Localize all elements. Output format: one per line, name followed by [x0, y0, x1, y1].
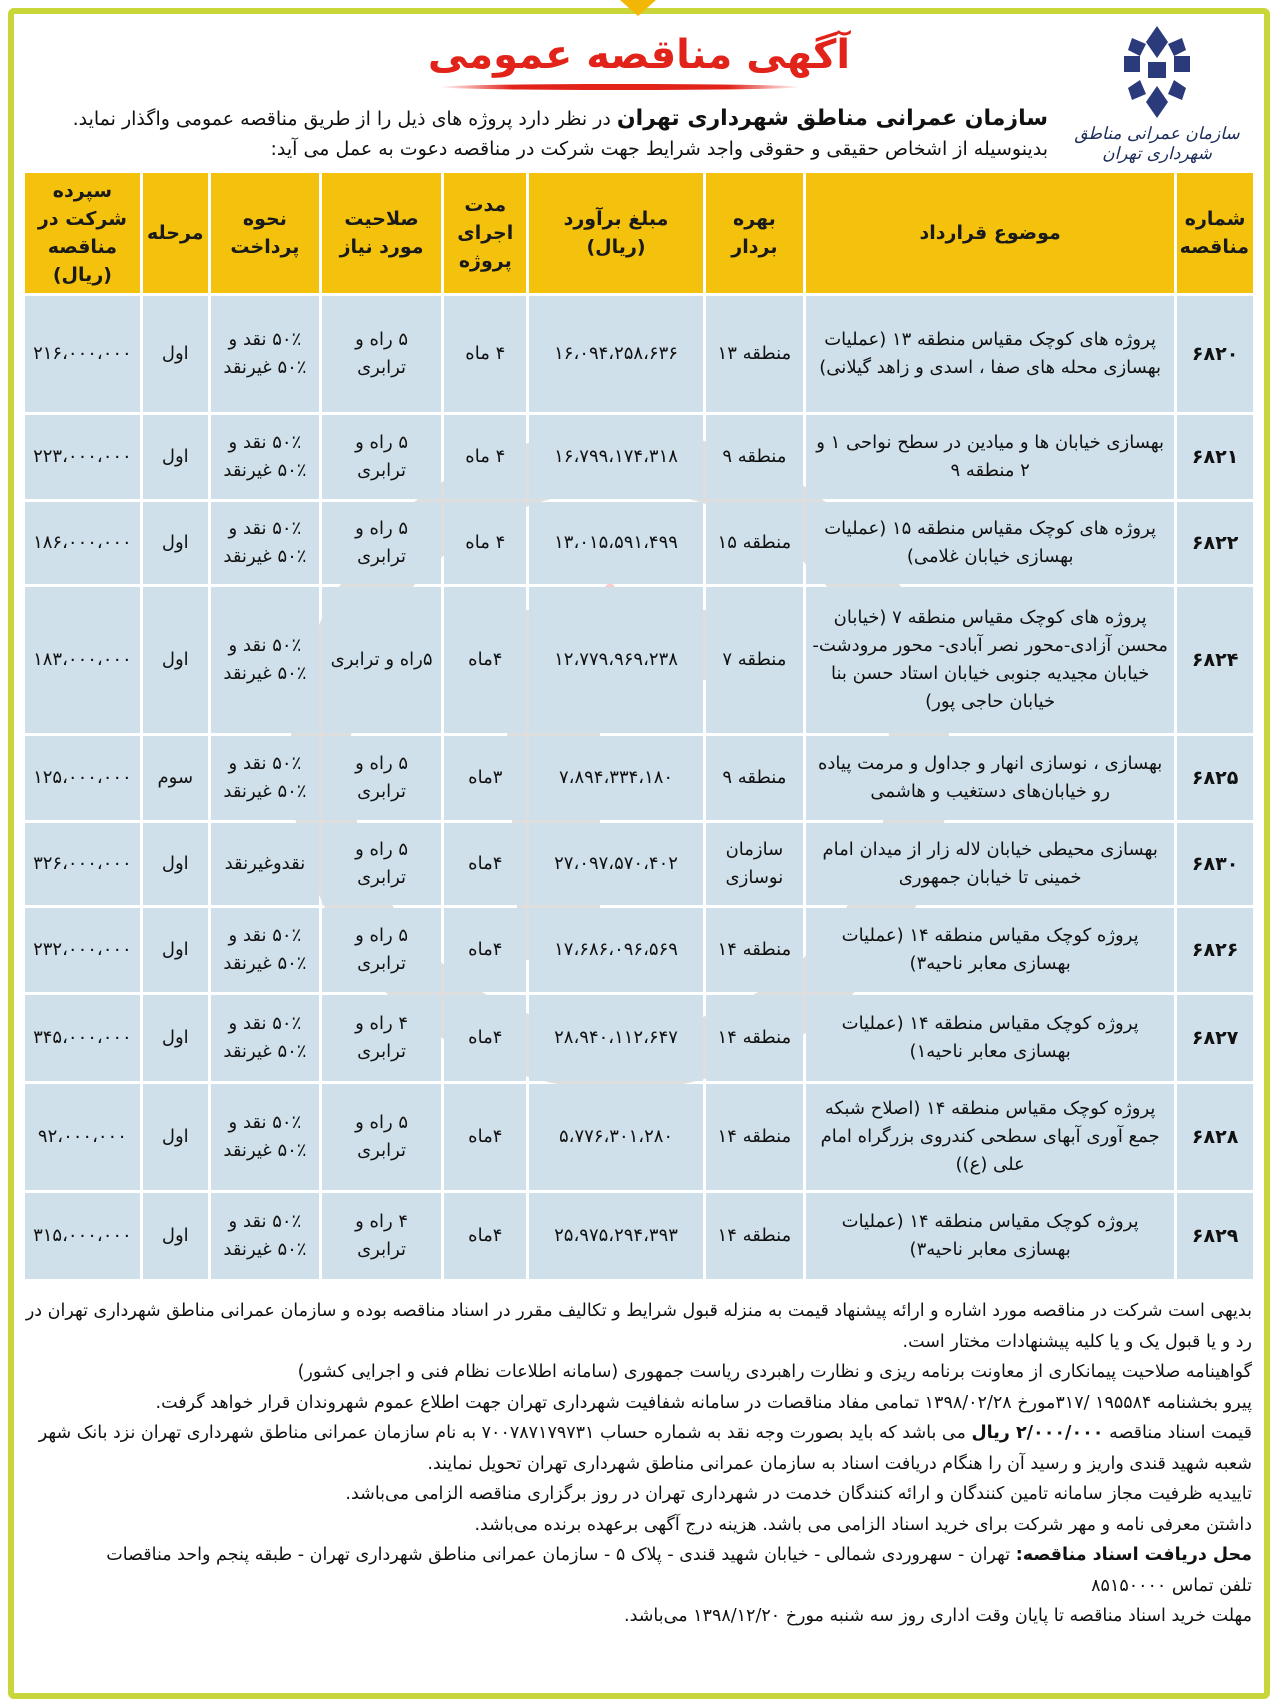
- terms-section: [24, 1296, 1252, 1632]
- cell-beneficiary: منطقه ۱۵: [706, 502, 803, 584]
- cell-duration: ۴ماه: [444, 1084, 526, 1190]
- cell-payment: [211, 823, 319, 905]
- cell-estimate: ۱۶،۷۹۹،۱۷۴،۳۱۸: [529, 415, 702, 499]
- cell-subject: بهسازی ، نوسازی انهار و جداول و مرمت پیاده رو خیابان‌های دستغیب و هاشمی: [806, 736, 1174, 820]
- payment-line-1: ۵۰٪ نقد و: [228, 753, 302, 774]
- cell-estimate: ۲۷،۰۹۷،۵۷۰،۴۰۲: [529, 823, 702, 905]
- payment-line-1: ۵۰٪ نقد و: [228, 432, 302, 453]
- address-label: محل دریافت اسناد مناقصه:: [1015, 1545, 1252, 1565]
- cell-beneficiary: منطقه ۱۴: [706, 995, 803, 1081]
- cell-subject: بهسازی خیابان ها و میادین در سطح نواحی ۱ و ۲ منطقه ۹: [806, 415, 1174, 499]
- logo-mark-icon: [1112, 22, 1202, 122]
- payment-line-1: ۵۰٪ نقد و: [228, 1013, 302, 1034]
- cell-subject: پروژه های کوچک مقیاس منطقه ۱۳ (عملیات بهسازی محله های صفا ، اسدی و زاهد گیلانی): [806, 296, 1174, 412]
- col-header-payment: نحوه پرداخت: [211, 173, 319, 293]
- cell-qualification: ۴ راه و ترابری: [322, 995, 441, 1081]
- cell-deposit: ۱۸۶،۰۰۰،۰۰۰: [25, 502, 140, 584]
- intro-line-1: [20, 104, 1048, 134]
- cell-payment: [211, 1084, 319, 1190]
- payment-line-1: نقدوغیرنقد: [224, 853, 306, 874]
- terms-paragraph-6: داشتن معرفی نامه و مهر شرکت برای خرید اسناد الزامی می باشد. هزینه درج آگهی برعهده برنده می‌باشد.: [474, 1514, 1252, 1535]
- cell-qualification: ۵ راه و ترابری: [322, 502, 441, 584]
- tender-table: [22, 170, 1256, 1282]
- doc-price-amount: ۲/۰۰۰/۰۰۰ ریال: [971, 1423, 1104, 1443]
- cell-payment: [211, 296, 319, 412]
- cell-number: ۶۸۲۲: [1177, 502, 1253, 584]
- col-header-duration: مدت اجرای پروژه: [444, 173, 526, 293]
- cell-beneficiary: منطقه ۱۴: [706, 1084, 803, 1190]
- address-text: تهران - سهروردی شمالی - خیابان شهید قندی - پلاک ۵ - سازمان عمرانی مناطق شهرداری تهران - طبقه پنجم واحد مناقصات: [106, 1545, 1011, 1565]
- cell-deposit: ۳۲۶،۰۰۰،۰۰۰: [25, 823, 140, 905]
- table-row: [25, 296, 1253, 412]
- payment-line-1: ۵۰٪ نقد و: [228, 1112, 302, 1133]
- cell-deposit: ۲۳۲،۰۰۰،۰۰۰: [25, 908, 140, 992]
- terms-paragraph-3: پیرو بخشنامه ۱۹۵۵۸۴ /۳۱۷مورخ ۱۳۹۸/۰۲/۲۸ تمامی مفاد مناقصات در سامانه شفافیت شهرداری تهران جهت اطلاع عموم شهروندان قرار خواهد گرفت.: [155, 1392, 1252, 1413]
- cell-deposit: ۲۲۳،۰۰۰،۰۰۰: [25, 415, 140, 499]
- intro-text: [20, 104, 1048, 164]
- cell-duration: ۴ماه: [444, 587, 526, 733]
- cell-number: ۶۸۲۸: [1177, 1084, 1253, 1190]
- cell-subject: پروژه های کوچک مقیاس منطقه ۷ (خیابان محسن آزادی-محور نصر آبادی- محور مرودشت-خیابان مجیدیه جنوبی خیابان استاد حسن بنا خیابان حاجی پور): [806, 587, 1174, 733]
- cell-payment: [211, 502, 319, 584]
- cell-beneficiary: منطقه ۹: [706, 736, 803, 820]
- cell-beneficiary: منطقه ۱۳: [706, 296, 803, 412]
- cell-subject: پروژه کوچک مقیاس منطقه ۱۴ (عملیات بهسازی معابر ناحیه۱): [806, 995, 1174, 1081]
- cell-estimate: ۱۶،۰۹۴،۲۵۸،۶۳۶: [529, 296, 702, 412]
- table-row: [25, 1193, 1253, 1279]
- cell-estimate: ۱۳،۰۱۵،۵۹۱،۴۹۹: [529, 502, 702, 584]
- cell-qualification: ۵ راه و ترابری: [322, 908, 441, 992]
- col-header-beneficiary: بهره بردار: [706, 173, 803, 293]
- table-row: [25, 1084, 1253, 1190]
- cell-number: ۶۸۲۶: [1177, 908, 1253, 992]
- payment-line-2: ۵۰٪ غیرنقد: [223, 1041, 307, 1062]
- table-row: [25, 995, 1253, 1081]
- cell-number: ۶۸۲۰: [1177, 296, 1253, 412]
- table-row: [25, 587, 1253, 733]
- doc-price-details: می باشد که باید بصورت وجه نقد به شماره حساب ۷۰۰۷۸۷۱۷۹۷۳۱ به نام سازمان عمرانی مناطق شهرداری تهران نزد بانک شهر شعبه شهید قندی واریز و رسید آن را هنگام دریافت اسناد به سازمان عمرانی مناطق شهرداری تهران تحویل نمایند.: [38, 1423, 1252, 1474]
- payment-line-2: ۵۰٪ غیرنقد: [223, 1239, 307, 1260]
- cell-duration: ۴ماه: [444, 823, 526, 905]
- org-logo: [1062, 22, 1252, 172]
- cell-estimate: ۲۸،۹۴۰،۱۱۲،۶۴۷: [529, 995, 702, 1081]
- cell-stage: اول: [143, 908, 208, 992]
- payment-line-1: ۵۰٪ نقد و: [228, 1211, 302, 1232]
- cell-subject: پروژه کوچک مقیاس منطقه ۱۴ (اصلاح شبکه جمع آوری آبهای سطحی کندروی بزرگراه امام علی (ع)): [806, 1084, 1174, 1190]
- payment-line-1: ۵۰٪ نقد و: [228, 518, 302, 539]
- cell-estimate: ۵،۷۷۶،۳۰۱،۲۸۰: [529, 1084, 702, 1190]
- cell-deposit: ۱۸۳،۰۰۰،۰۰۰: [25, 587, 140, 733]
- logo-text: سازمان عمرانی مناطق شهرداری تهران: [1074, 124, 1240, 164]
- cell-duration: ۴ ماه: [444, 502, 526, 584]
- table-row: [25, 908, 1253, 992]
- cell-number: ۶۸۲۱: [1177, 415, 1253, 499]
- terms-paragraph-1: بدیهی است شرکت در مناقصه مورد اشاره و ارائه پیشنهاد قیمت به منزله قبول شرایط و تکالیف مقرر در اسناد مناقصه بوده و سازمان عمرانی مناطق شهرداری تهران در رد و یا قبول یک و یا کلیه پیشنهادات مختار است.: [25, 1301, 1252, 1352]
- cell-number: ۶۸۲۵: [1177, 736, 1253, 820]
- cell-subject: بهسازی محیطی خیابان لاله زار از میدان امام خمینی تا خیابان جمهوری: [806, 823, 1174, 905]
- cell-beneficiary: سازمان نوسازی: [706, 823, 803, 905]
- cell-qualification: ۵ راه و ترابری: [322, 823, 441, 905]
- org-name: سازمان عمرانی مناطق شهرداری تهران: [616, 106, 1048, 131]
- cell-beneficiary: منطقه ۱۴: [706, 908, 803, 992]
- cell-stage: سوم: [143, 736, 208, 820]
- col-header-subject: موضوع قرارداد: [806, 173, 1174, 293]
- cell-deposit: ۱۲۵،۰۰۰،۰۰۰: [25, 736, 140, 820]
- table-row: [25, 823, 1253, 905]
- cell-payment: [211, 736, 319, 820]
- contact-phone: تلفن تماس ۸۵۱۵۰۰۰۰: [1091, 1575, 1252, 1596]
- cell-estimate: ۱۲،۷۷۹،۹۶۹،۲۳۸: [529, 587, 702, 733]
- cell-qualification: ۵ راه و ترابری: [322, 736, 441, 820]
- cell-subject: پروژه کوچک مقیاس منطقه ۱۴ (عملیات بهسازی معابر ناحیه۳): [806, 1193, 1174, 1279]
- payment-line-1: ۵۰٪ نقد و: [228, 329, 302, 350]
- col-header-estimate: مبلغ برآورد (ریال): [529, 173, 702, 293]
- cell-duration: ۴ ماه: [444, 415, 526, 499]
- cell-deposit: ۹۲،۰۰۰،۰۰۰: [25, 1084, 140, 1190]
- payment-line-1: ۵۰٪ نقد و: [228, 635, 302, 656]
- doc-price-label: قیمت اسناد مناقصه: [1109, 1423, 1252, 1443]
- cell-number: ۶۸۲۹: [1177, 1193, 1253, 1279]
- cell-beneficiary: منطقه ۱۴: [706, 1193, 803, 1279]
- cell-subject: پروژه کوچک مقیاس منطقه ۱۴ (عملیات بهسازی معابر ناحیه۳): [806, 908, 1174, 992]
- cell-estimate: ۲۵،۹۷۵،۲۹۴،۳۹۳: [529, 1193, 702, 1279]
- tender-table-grid: [22, 170, 1256, 1282]
- col-header-qualification: صلاحیت مورد نیاز: [322, 173, 441, 293]
- cell-stage: اول: [143, 502, 208, 584]
- cell-deposit: ۳۴۵،۰۰۰،۰۰۰: [25, 995, 140, 1081]
- cell-number: ۶۸۲۷: [1177, 995, 1253, 1081]
- cell-beneficiary: منطقه ۹: [706, 415, 803, 499]
- terms-paragraph-5: تاییدیه ظرفیت مجاز سامانه تامین کنندگان و ارائه کنندگان خدمت در شهرداری تهران در روز برگزاری مناقصه الزامی می‌باشد.: [345, 1484, 1252, 1504]
- cell-qualification: ۵راه و ترابری: [322, 587, 441, 733]
- cell-duration: ۳ماه: [444, 736, 526, 820]
- cell-qualification: ۵ راه و ترابری: [322, 415, 441, 499]
- cell-qualification: ۴ راه و ترابری: [322, 1193, 441, 1279]
- cell-deposit: ۳۱۵،۰۰۰،۰۰۰: [25, 1193, 140, 1279]
- terms-paragraph-2: گواهینامه صلاحیت پیمانکاری از معاونت برنامه ریزی و نظارت راهبردی ریاست جمهوری (سامانه اطلاعات نظام فنی و اجرایی کشور): [297, 1362, 1252, 1382]
- table-row: [25, 502, 1253, 584]
- page-title: آگهی مناقصه عمومی: [427, 32, 851, 78]
- cell-subject: پروژه های کوچک مقیاس منطقه ۱۵ (عملیات بهسازی خیابان غلامی): [806, 502, 1174, 584]
- cell-duration: ۴ماه: [444, 908, 526, 992]
- col-header-deposit: سپرده شرکت در مناقصه (ریال): [25, 173, 140, 293]
- cell-payment: [211, 415, 319, 499]
- cell-payment: [211, 587, 319, 733]
- cell-payment: [211, 995, 319, 1081]
- cell-deposit: ۲۱۶،۰۰۰،۰۰۰: [25, 296, 140, 412]
- cell-stage: اول: [143, 823, 208, 905]
- terms-paragraph-7: [24, 1540, 1252, 1571]
- cell-duration: ۴ماه: [444, 1193, 526, 1279]
- payment-line-2: ۵۰٪ غیرنقد: [223, 546, 307, 567]
- cell-qualification: ۵ راه و ترابری: [322, 296, 441, 412]
- cell-number: ۶۸۲۴: [1177, 587, 1253, 733]
- intro-line-2: بدینوسیله از اشخاص حقیقی و حقوقی واجد شرایط جهت شرکت در مناقصه دعوت به عمل می آید:: [270, 138, 1048, 160]
- payment-line-2: ۵۰٪ غیرنقد: [223, 663, 307, 684]
- table-row: [25, 415, 1253, 499]
- table-header-row: [25, 173, 1253, 293]
- cell-stage: اول: [143, 415, 208, 499]
- terms-paragraph-4: [24, 1418, 1252, 1479]
- payment-line-2: ۵۰٪ غیرنقد: [223, 357, 307, 378]
- cell-payment: [211, 1193, 319, 1279]
- payment-line-2: ۵۰٪ غیرنقد: [223, 781, 307, 802]
- payment-line-2: ۵۰٪ غیرنقد: [223, 1140, 307, 1161]
- header: [20, 22, 1258, 172]
- cell-number: ۶۸۳۰: [1177, 823, 1253, 905]
- cell-stage: اول: [143, 1084, 208, 1190]
- cell-estimate: ۱۷،۶۸۶،۰۹۶،۵۶۹: [529, 908, 702, 992]
- cell-stage: اول: [143, 587, 208, 733]
- cell-estimate: ۷،۸۹۴،۳۳۴،۱۸۰: [529, 736, 702, 820]
- col-header-number: شماره مناقصه: [1177, 173, 1253, 293]
- cell-beneficiary: منطقه ۷: [706, 587, 803, 733]
- cell-duration: ۴ماه: [444, 995, 526, 1081]
- deadline-text: مهلت خرید اسناد مناقصه تا پایان وقت اداری روز سه شنبه مورخ ۱۳۹۸/۱۲/۲۰ می‌باشد.: [624, 1606, 1252, 1626]
- cell-stage: اول: [143, 995, 208, 1081]
- cell-stage: اول: [143, 1193, 208, 1279]
- payment-line-1: ۵۰٪ نقد و: [228, 925, 302, 946]
- title-underline: [440, 84, 800, 90]
- cell-duration: ۴ ماه: [444, 296, 526, 412]
- intro-line-1-rest: در نظر دارد پروژه های ذیل را از طریق مناقصه عمومی واگذار نماید.: [72, 108, 611, 130]
- col-header-stage: مرحله: [143, 173, 208, 293]
- cell-payment: [211, 908, 319, 992]
- payment-line-2: ۵۰٪ غیرنقد: [223, 460, 307, 481]
- table-row: [25, 736, 1253, 820]
- cell-stage: اول: [143, 296, 208, 412]
- cell-qualification: ۵ راه و ترابری: [322, 1084, 441, 1190]
- payment-line-2: ۵۰٪ غیرنقد: [223, 953, 307, 974]
